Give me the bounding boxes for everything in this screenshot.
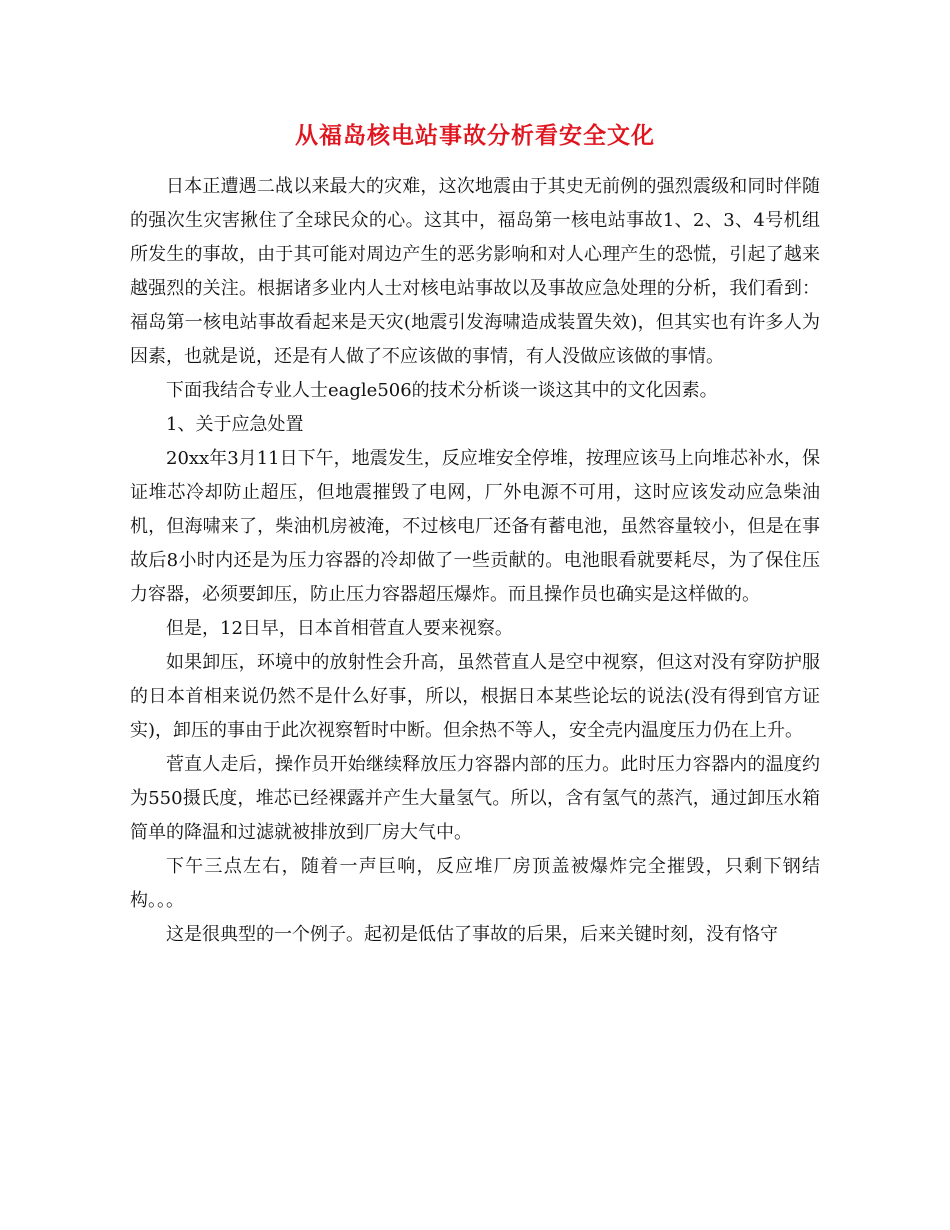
paragraph-depressurize: 如果卸压，环境中的放射性会升高，虽然菅直人是空中视察，但这对没有穿防护服的日本首相来说仍然不是什么好事，所以，根据日本某些论坛的说法(没有得到官方证实)，卸压的事由于此次视察暂时中断。但余热不等人，安全壳内温度压力仍在上升。 xyxy=(130,652,820,741)
paragraph-intro: 日本正遭遇二战以来最大的灾难，这次地震由于其史无前例的强烈震级和同时伴随的强次生灾害揪住了全球民众的心。这其中，福岛第一核电站事故1、2、3、4号机组所发生的事故，由于其可能对周边产生的恶劣影响和对人心理产生的恐慌，引起了越来越强烈的关注。根据诸多业内人士对核电站事故以及事故应急处理的分析，我们看到：福岛第一核电站事故看起来是天灾(地震引发海啸造成装置失效)，但其实也有许多人为因素，也就是说，还是有人做了不应该做的事情，有人没做应该做的事情。 xyxy=(130,176,820,367)
paragraph-timeline: 20xx年3月11日下午，地震发生，反应堆安全停堆，按理应该马上向堆芯补水，保证堆芯冷却防止超压，但地震摧毁了电网，厂外电源不可用，这时应该发动应急柴油机，但海啸来了，柴油机房被淹，不过核电厂还备有蓄电池，虽然容量较小，但是在事故后8小时内还是为压力容器的冷却做了一些贡献的。电池眼看就要耗尽，为了保住压力容器，必须要卸压，防止压力容器超压爆炸。而且操作员也确实是这样做的。 xyxy=(130,448,820,605)
document-title: 从福岛核电站事故分析看安全文化 xyxy=(295,122,655,149)
paragraph-example: 这是很典型的一个例子。起初是低估了事故的后果，后来关键时刻，没有恪守 xyxy=(166,924,778,945)
paragraph-visit: 但是，12日早，日本首相菅直人要来视察。 xyxy=(166,618,513,639)
document-body xyxy=(130,170,820,952)
paragraph-explosion: 下午三点左右，随着一声巨响，反应堆厂房顶盖被爆炸完全摧毁，只剩下钢结构。。。 xyxy=(130,856,820,911)
paragraph-analysis-note: 下面我结合专业人士eagle506的技术分析谈一谈这其中的文化因素。 xyxy=(166,380,718,401)
section-heading-emergency: 1、关于应急处置 xyxy=(166,414,304,435)
paragraph-release: 菅直人走后，操作员开始继续释放压力容器内部的压力。此时压力容器内的温度约为550摄氏度，堆芯已经裸露并产生大量氢气。所以，含有氢气的蒸汽，通过卸压水箱简单的降温和过滤就被排放到厂房大气中。 xyxy=(130,754,820,843)
